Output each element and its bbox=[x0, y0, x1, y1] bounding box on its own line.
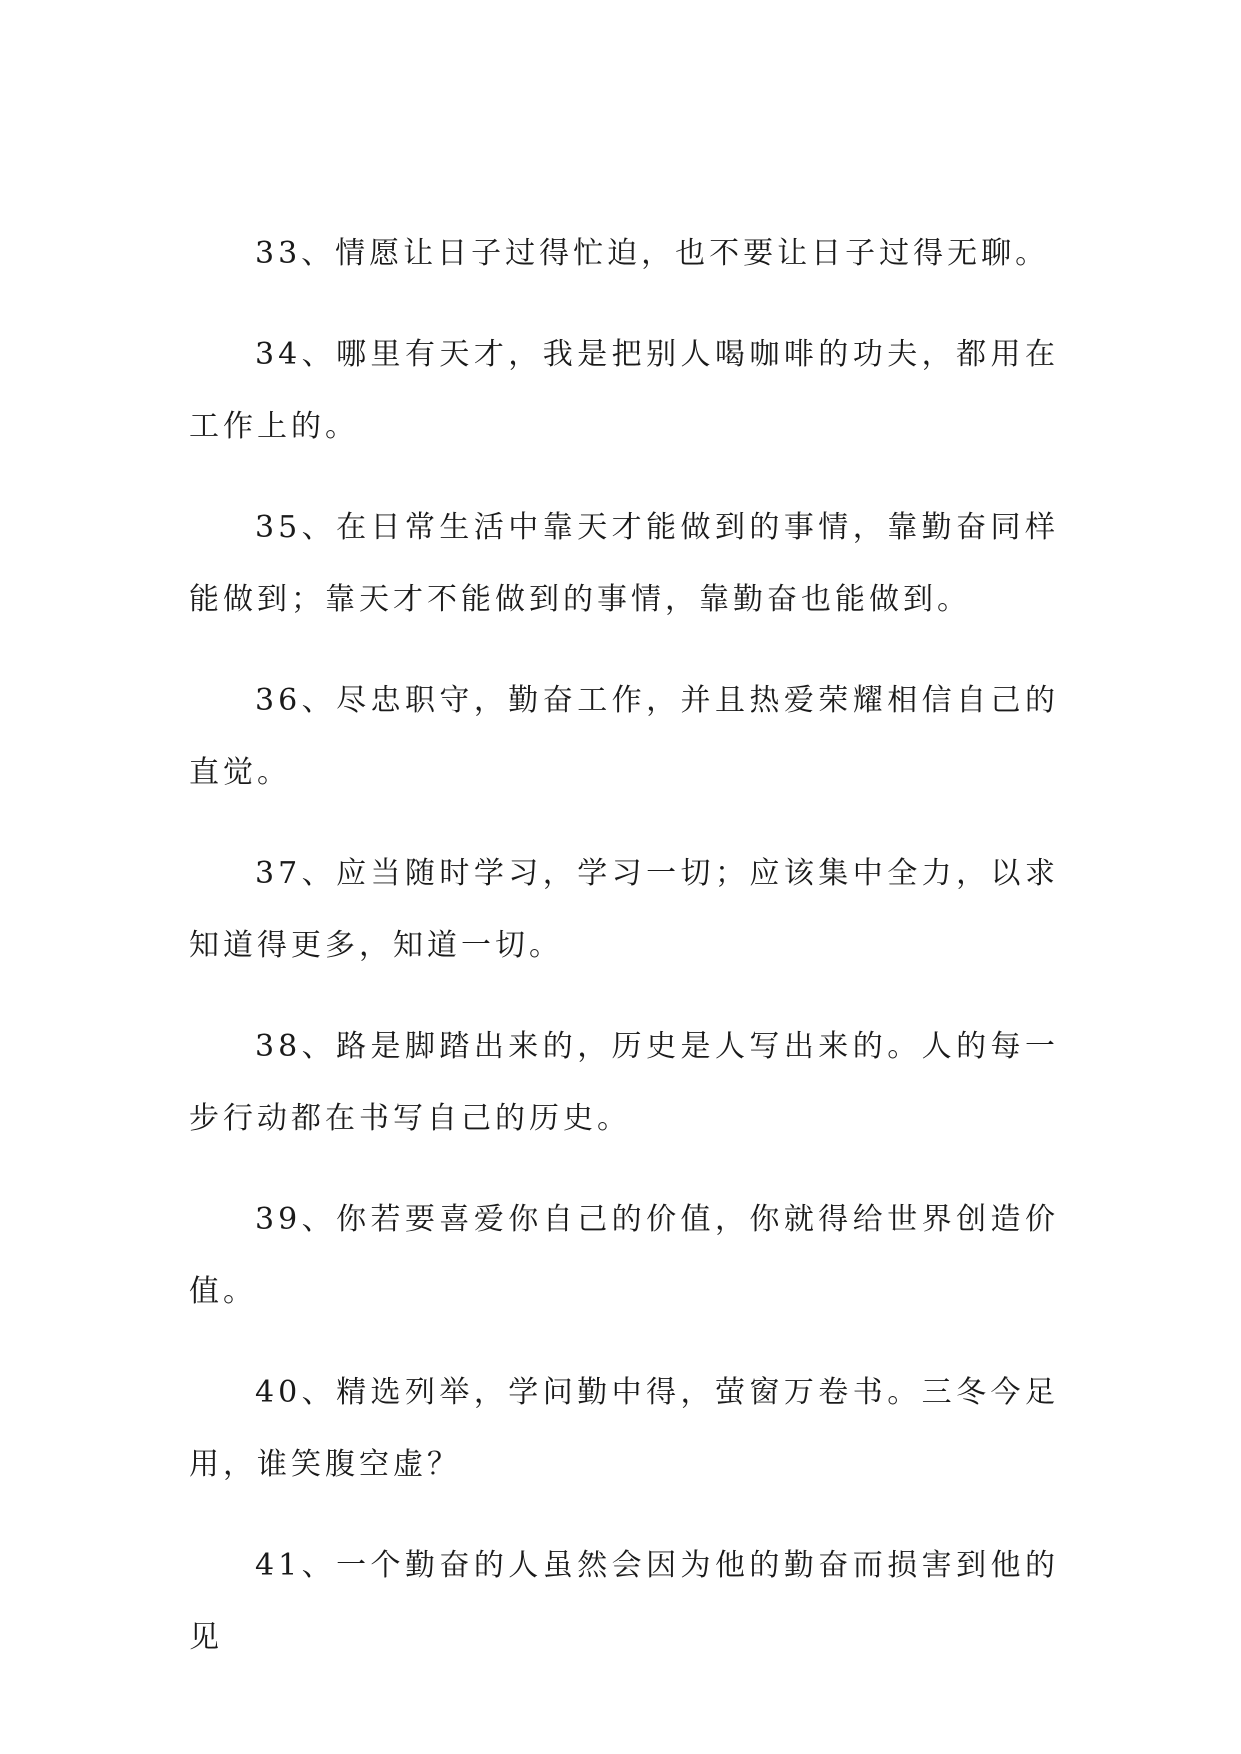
paragraph-35: 35、在日常生活中靠天才能做到的事情，靠勤奋同样能做到；靠天才不能做到的事情，靠勤奋也能做到。 bbox=[189, 510, 1059, 617]
paragraph-38: 38、路是脚踏出来的，历史是人写出来的。人的每一步行动都在书写自己的历史。 bbox=[189, 1029, 1059, 1136]
paragraph-40: 40、精选列举，学问勤中得，萤窗万卷书。三冬今足用，谁笑腹空虚？ bbox=[189, 1375, 1059, 1482]
paragraph-34: 34、哪里有天才，我是把别人喝咖啡的功夫，都用在工作上的。 bbox=[189, 337, 1059, 444]
paragraph-41: 41、一个勤奋的人虽然会因为他的勤奋而损害到他的见 bbox=[189, 1548, 1059, 1655]
paragraph-39: 39、你若要喜爱你自己的价值，你就得给世界创造价值。 bbox=[189, 1202, 1059, 1309]
paragraph-36: 36、尽忠职守，勤奋工作，并且热爱荣耀相信自己的直觉。 bbox=[189, 683, 1059, 790]
paragraph-33: 33、情愿让日子过得忙迫，也不要让日子过得无聊。 bbox=[255, 236, 1050, 271]
document-body bbox=[189, 218, 1059, 1703]
paragraph-37: 37、应当随时学习，学习一切；应该集中全力，以求知道得更多，知道一切。 bbox=[189, 856, 1059, 963]
